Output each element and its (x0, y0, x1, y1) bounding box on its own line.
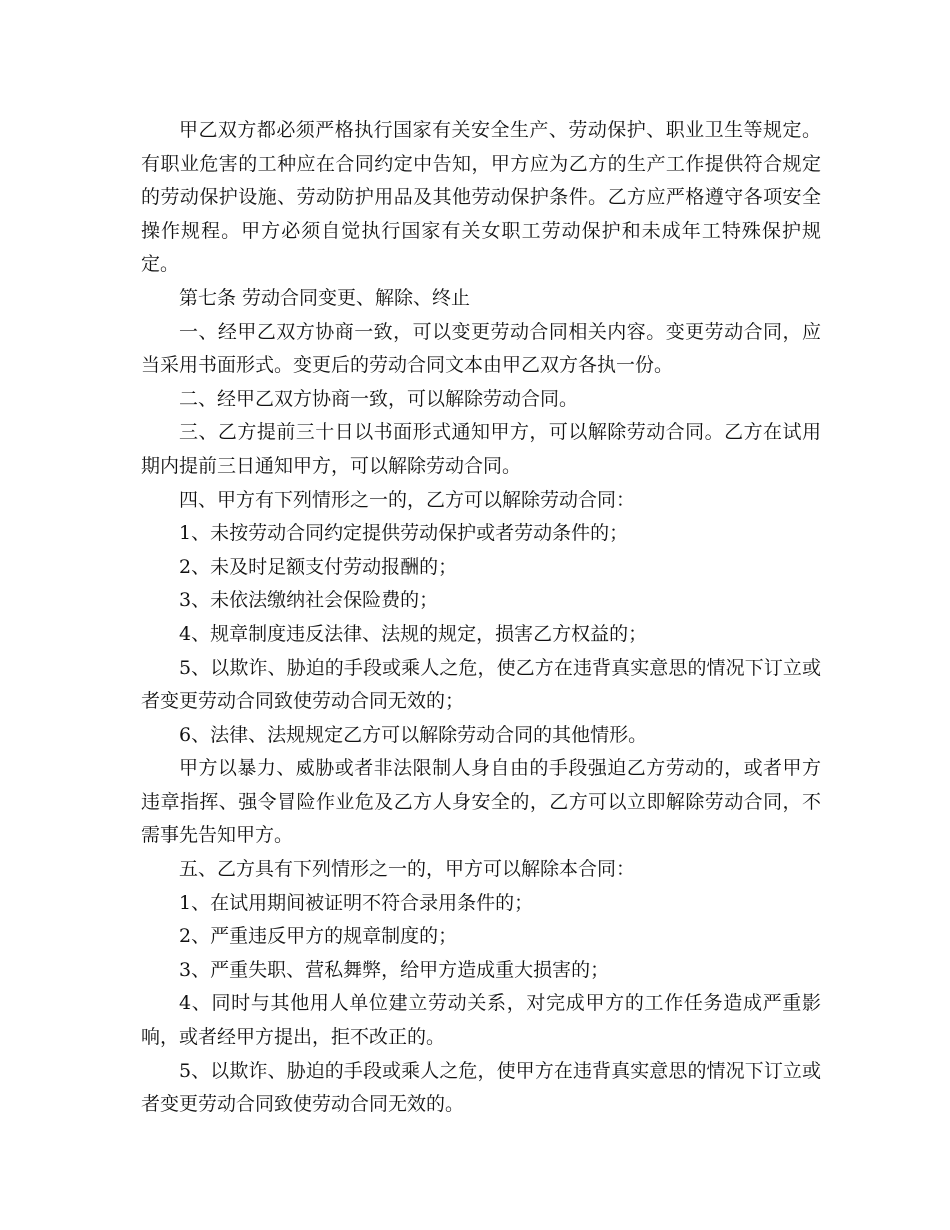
paragraph-immediate-termination: 甲方以暴力、威胁或者非法限制人身自由的手段强迫乙方劳动的，或者甲方违章指挥、强令冒险作业危及乙方人身安全的，乙方可以立即解除劳动合同，不需事先告知甲方。 (141, 757, 821, 847)
clause-3-employee-notice: 三、乙方提前三十日以书面形式通知甲方，可以解除劳动合同。乙方在试用期内提前三日通知甲方，可以解除劳动合同。 (141, 421, 821, 477)
clause-4-item-4: 4、规章制度违反法律、法规的规定，损害乙方权益的； (179, 622, 648, 645)
paragraph-safety-obligations: 甲乙双方都必须严格执行国家有关安全生产、劳动保护、职业卫生等规定。有职业危害的工种应在合同约定中告知，甲方应为乙方的生产工作提供符合规定的劳动保护设施、劳动防护用品及其他劳动保护条件。乙方应严格遵守各项安全操作规程。甲方必须自觉执行国家有关女职工劳动保护和未成年工特殊保护规定。 (141, 119, 821, 276)
clause-1-change-by-agreement: 一、经甲乙双方协商一致，可以变更劳动合同相关内容。变更劳动合同，应当采用书面形式。变更后的劳动合同文本由甲乙双方各执一份。 (141, 320, 821, 377)
article-7-heading: 第七条 劳动合同变更、解除、终止 (179, 286, 471, 309)
clause-5-item-3: 3、严重失职、营私舞弊，给甲方造成重大损害的； (179, 958, 610, 981)
clause-4-item-5: 5、以欺诈、胁迫的手段或乘人之危，使乙方在违背真实意思的情况下订立或者变更劳动合同致使劳动合同无效的； (141, 656, 821, 713)
clause-5-item-4: 4、同时与其他用人单位建立劳动关系，对完成甲方的工作任务造成严重影响，或者经甲方提出，拒不改正的。 (141, 992, 821, 1049)
clause-5-item-1: 1、在试用期间被证明不符合录用条件的； (179, 891, 534, 914)
clause-5-employer-termination-heading: 五、乙方具有下列情形之一的，甲方可以解除本合同： (179, 858, 636, 881)
clause-2-terminate-by-agreement: 二、经甲乙双方协商一致，可以解除劳动合同。 (179, 387, 579, 410)
clause-5-item-5: 5、以欺诈、胁迫的手段或乘人之危，使甲方在违背真实意思的情况下订立或者变更劳动合同致使劳动合同无效的。 (141, 1059, 821, 1116)
clause-4-item-3: 3、未依法缴纳社会保险费的； (179, 589, 439, 612)
document-body (141, 114, 821, 1122)
clause-4-employee-termination-heading: 四、甲方有下列情形之一的，乙方可以解除劳动合同： (179, 488, 636, 511)
clause-4-item-2: 2、未及时足额支付劳动报酬的； (179, 555, 458, 578)
clause-4-item-1: 1、未按劳动合同约定提供劳动保护或者劳动条件的； (179, 522, 629, 545)
clause-5-item-2: 2、严重违反甲方的规章制度的； (179, 925, 458, 948)
clause-4-item-6: 6、法律、法规规定乙方可以解除劳动合同的其他情形。 (179, 723, 648, 746)
